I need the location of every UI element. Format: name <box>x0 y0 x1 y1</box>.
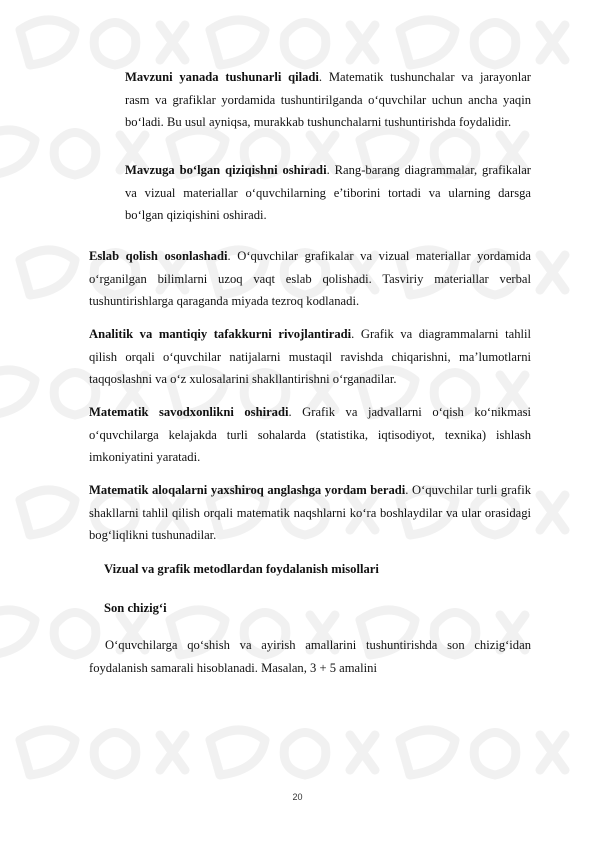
paragraph-final: O‘quvchilarga qo‘shish va ayirish amallarini tushuntirishda son chizig‘idan foydalanish samarali hisoblanadi. Masalan, 3 + 5 amalini <box>89 638 531 675</box>
paragraph-1 <box>125 66 531 134</box>
paragraph-2 <box>125 159 531 227</box>
paragraph-6 <box>89 479 531 547</box>
paragraph-5-text: . Grafik va jadvallarni o‘qish ko‘nikmasi o‘quvchilarga kelajakda turli sohalarda (statistika, iqtisodiyot, texnika) ishlash imkoniyatini yaratadi. <box>89 405 531 464</box>
section-heading: Vizual va grafik metodlardan foydalanish misollari <box>104 562 379 576</box>
paragraph-3-text: . O‘quvchilar grafikalar va vizual materiallar yordamida o‘rganilgan bilimlarni uzoq vaqt eslab qolishadi. Tasviriy materiallar verbal tushuntirishlarga qaraganda miyada tezroq kodlanadi. <box>89 249 531 308</box>
paragraph-4-text: . Grafik va diagrammalarni tahlil qilish orqali o‘quvchilar natijalarni mustaqil ravishda chiqarishni, ma’lumotlarni taqqoslashni va o‘z xulosalarini shakllantirishni o‘rganadilar. <box>89 327 531 386</box>
paragraph-2-bold: Mavzuga bo‘lgan qiziqishni oshiradi <box>125 163 327 177</box>
paragraph-5-bold: Matematik savodxonlikni oshiradi <box>89 405 289 419</box>
paragraph-1-bold: Mavzuni yanada tushunarli qiladi <box>125 70 319 84</box>
subsection-heading: Son chizig‘i <box>104 601 167 615</box>
paragraph-6-text: . O‘quvchilar turli grafik shakllarni tahlil qilish orqali matematik naqshlarni ko‘ra boshlaydilar va ular orasidagi bog‘liqlikni tushunadilar. <box>89 483 531 542</box>
paragraph-4 <box>89 323 531 391</box>
paragraph-1-text: . Matematik tushunchalar va jarayonlar rasm va grafiklar yordamida tushuntirilganda o‘quvchilar uchun ancha yaqin bo‘ladi. Bu usul ayniqsa, murakkab tushunchalarni tushuntirishda foydalidir. <box>125 70 532 129</box>
paragraph-5 <box>89 401 531 469</box>
paragraph-2-text: . Rang-barang diagrammalar, grafikalar va vizual materiallar o‘quvchilarning e’tiborini tortadi va ularning darsga bo‘lgan qiziqishini oshiradi. <box>125 163 531 222</box>
paragraph-3-bold: Eslab qolish osonlashadi <box>89 249 228 263</box>
paragraph-3 <box>89 245 531 313</box>
paragraph-6-bold: Matematik aloqalarni yaxshiroq anglashga yordam beradi <box>89 483 406 497</box>
page-number: 20 <box>292 792 303 802</box>
paragraph-4-bold: Analitik va mantiqiy tafakkurni rivojlantiradi <box>89 327 352 341</box>
